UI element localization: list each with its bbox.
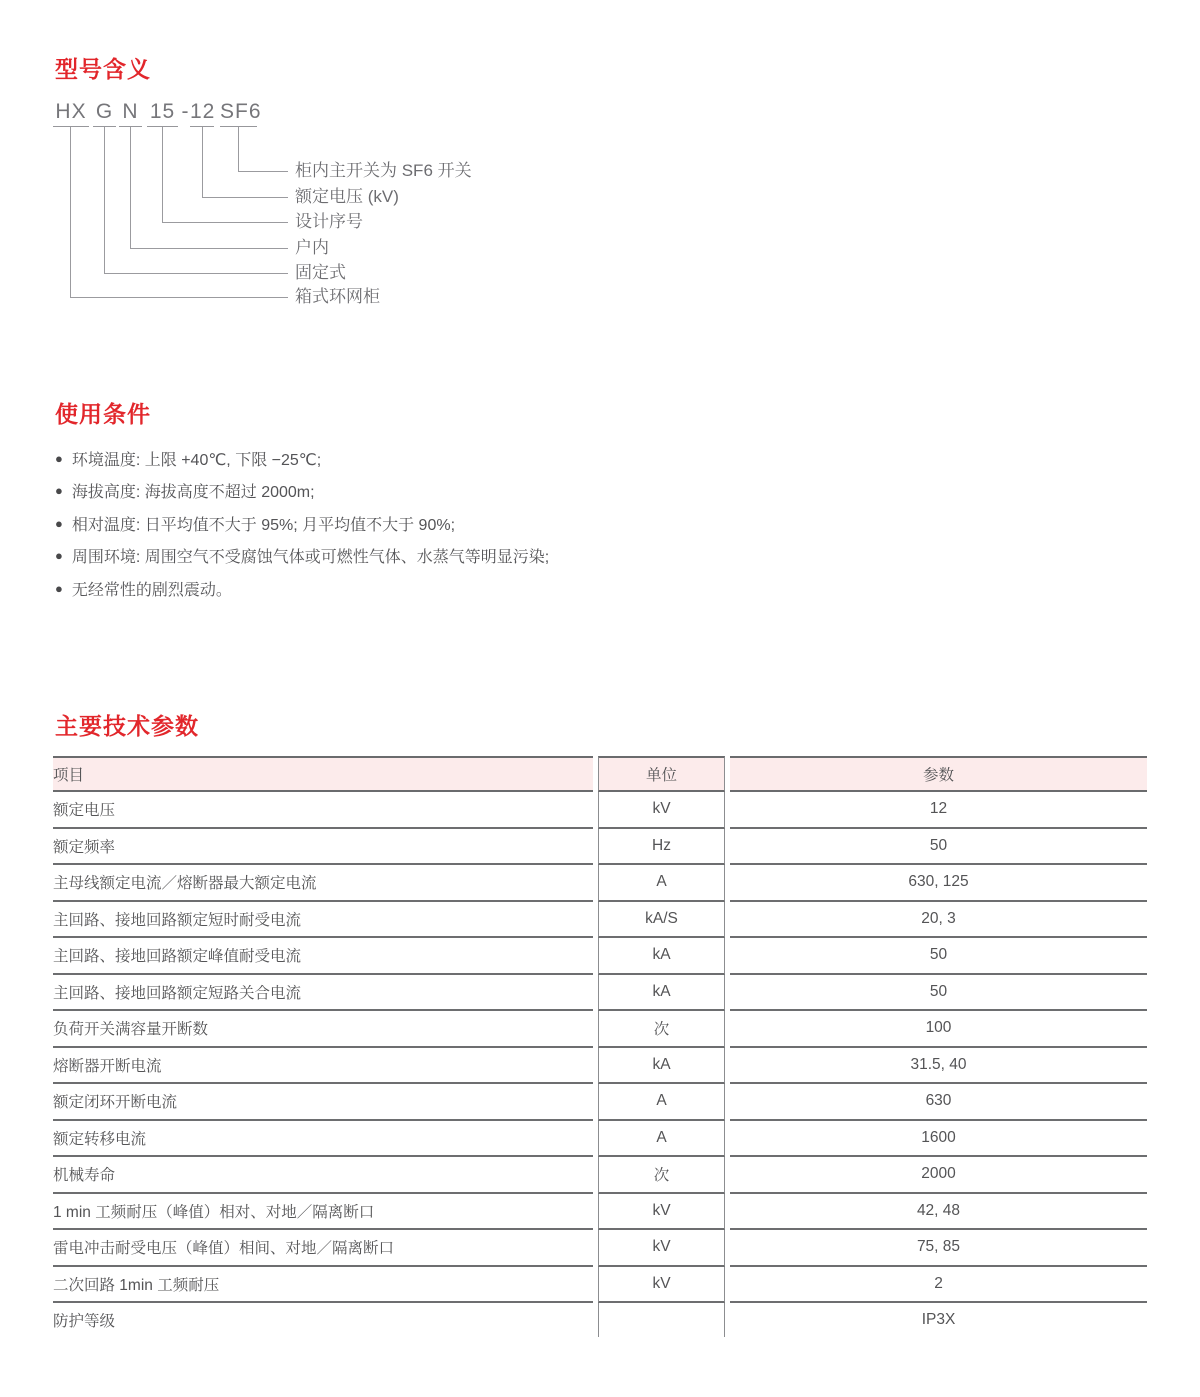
cell-item: 主回路、接地回路额定短时耐受电流 — [53, 902, 593, 939]
cell-value: 50 — [730, 975, 1147, 1012]
cell-item: 防护等级 — [53, 1313, 116, 1330]
cell-item: 二次回路 1min 工频耐压 — [53, 1267, 593, 1304]
usage-condition-item — [55, 540, 955, 573]
cell-unit: 次 — [598, 1157, 725, 1194]
usage-condition-text: 周围环境: 周围空气不受腐蚀气体或可燃性气体、水蒸气等明显污染; — [71, 549, 550, 567]
usage-conditions-title: 使用条件 — [55, 401, 151, 427]
tech-params-table — [48, 756, 1152, 1337]
diagram-connector-vertical — [162, 127, 163, 222]
table-row — [53, 792, 1147, 829]
cell-item: 额定转移电流 — [53, 1121, 593, 1158]
table-body — [53, 792, 1147, 1337]
diagram-connector-horizontal — [202, 197, 288, 198]
cell-value: 2000 — [730, 1157, 1147, 1194]
table-row — [53, 975, 1147, 1012]
diagram-connector-horizontal — [130, 248, 288, 249]
usage-condition-item — [55, 507, 955, 540]
usage-condition-text: 无经常性的剧烈震动。 — [71, 581, 232, 599]
model-code-diagram — [0, 0, 1200, 340]
usage-condition-item — [55, 442, 955, 475]
cell-unit: kA — [598, 1048, 725, 1085]
diagram-connector-horizontal — [70, 297, 288, 298]
cell-unit: A — [598, 1084, 725, 1121]
cell-value: 31.5, 40 — [730, 1048, 1147, 1085]
table-row — [53, 1121, 1147, 1158]
model-code-segment: HX — [53, 100, 89, 127]
cell-value: 2 — [730, 1267, 1147, 1304]
cell-item: 额定闭环开断电流 — [53, 1084, 593, 1121]
cell-unit: kA — [598, 938, 725, 975]
column-header-unit: 单位 — [598, 756, 725, 792]
table-row — [53, 1267, 1147, 1304]
model-meaning-title: 型号含义 — [55, 56, 151, 82]
cell-value: 630 — [730, 1084, 1147, 1121]
model-code-label: 户内 — [295, 238, 329, 257]
table-row — [53, 1084, 1147, 1121]
cell-item: 熔断器开断电流 — [53, 1048, 593, 1085]
cell-value: 100 — [730, 1011, 1147, 1048]
model-code-label: 固定式 — [295, 263, 346, 282]
model-code-separator: - — [181, 100, 189, 123]
table-row — [53, 1303, 1147, 1337]
bullet-icon: ● — [55, 483, 63, 499]
usage-condition-item — [55, 572, 955, 605]
model-code-label: 柜内主开关为 SF6 开关 — [295, 161, 472, 180]
bullet-icon: ● — [55, 450, 63, 466]
bullet-icon: ● — [55, 515, 63, 531]
cell-unit — [598, 1303, 725, 1337]
cell-item: 1 min 工频耐压（峰值）相对、对地／隔离断口 — [53, 1194, 593, 1231]
cell-value: 50 — [730, 829, 1147, 866]
table-row — [53, 1157, 1147, 1194]
model-code-segment: N — [119, 100, 142, 127]
usage-condition-text: 海拔高度: 海拔高度不超过 2000m; — [71, 484, 315, 502]
cell-item: 机械寿命 — [53, 1157, 593, 1194]
diagram-connector-horizontal — [162, 222, 288, 223]
cell-unit: Hz — [598, 829, 725, 866]
cell-value: 12 — [730, 792, 1147, 829]
cell-value: 20, 3 — [730, 902, 1147, 939]
cell-unit: kV — [598, 792, 725, 829]
diagram-connector-horizontal — [104, 273, 288, 274]
model-code-segment: G — [93, 100, 116, 127]
cell-item: 负荷开关满容量开断数 — [53, 1011, 593, 1048]
cell-unit: kV — [598, 1230, 725, 1267]
cell-item: 主回路、接地回路额定短路关合电流 — [53, 975, 593, 1012]
tech-params-title: 主要技术参数 — [55, 713, 199, 739]
column-header-item: 项目 — [53, 756, 593, 792]
table-row — [53, 1194, 1147, 1231]
diagram-connector-vertical — [70, 127, 71, 297]
diagram-connector-vertical — [238, 127, 239, 171]
model-code-label: 设计序号 — [295, 212, 363, 231]
diagram-connector-vertical — [104, 127, 105, 273]
table-header-row — [53, 756, 1147, 792]
table-row — [53, 829, 1147, 866]
cell-value: 630, 125 — [730, 865, 1147, 902]
table-row — [53, 938, 1147, 975]
cell-item: 额定电压 — [53, 792, 593, 829]
diagram-connector-vertical — [202, 127, 203, 197]
cell-unit: kA/S — [598, 902, 725, 939]
model-code-segment: 12 — [190, 100, 214, 127]
cell-unit: A — [598, 1121, 725, 1158]
cell-item: 雷电冲击耐受电压（峰值）相间、对地／隔离断口 — [53, 1230, 593, 1267]
usage-condition-text: 环境温度: 上限 +40℃, 下限 −25℃; — [71, 451, 322, 469]
cell-value: IP3X — [921, 1311, 956, 1328]
cell-value: 50 — [730, 938, 1147, 975]
diagram-connector-vertical — [130, 127, 131, 248]
cell-item: 主回路、接地回路额定峰值耐受电流 — [53, 938, 593, 975]
cell-value: 75, 85 — [730, 1230, 1147, 1267]
cell-unit: 次 — [598, 1011, 725, 1048]
column-header-value: 参数 — [730, 756, 1147, 792]
usage-condition-item — [55, 475, 955, 508]
table-row — [53, 865, 1147, 902]
table-row — [53, 902, 1147, 939]
model-code-label: 额定电压 (kV) — [295, 187, 399, 206]
table-row — [53, 1011, 1147, 1048]
cell-item: 主母线额定电流／熔断器最大额定电流 — [53, 865, 593, 902]
model-code-segment: 15 — [147, 100, 178, 127]
model-code-segment: SF6 — [220, 100, 257, 127]
cell-value: 42, 48 — [730, 1194, 1147, 1231]
bullet-icon: ● — [55, 580, 63, 596]
table-row — [53, 1048, 1147, 1085]
table-row — [53, 1230, 1147, 1267]
cell-unit: kV — [598, 1194, 725, 1231]
usage-condition-text: 相对温度: 日平均值不大于 95%; 月平均值不大于 90%; — [71, 516, 456, 534]
model-code-label: 箱式环网柜 — [295, 287, 380, 306]
cell-unit: kV — [598, 1267, 725, 1304]
diagram-connector-horizontal — [238, 171, 288, 172]
cell-unit: A — [598, 865, 725, 902]
cell-unit: kA — [598, 975, 725, 1012]
bullet-icon: ● — [55, 548, 63, 564]
usage-list — [55, 442, 955, 605]
cell-value: 1600 — [730, 1121, 1147, 1158]
cell-item: 额定频率 — [53, 829, 593, 866]
